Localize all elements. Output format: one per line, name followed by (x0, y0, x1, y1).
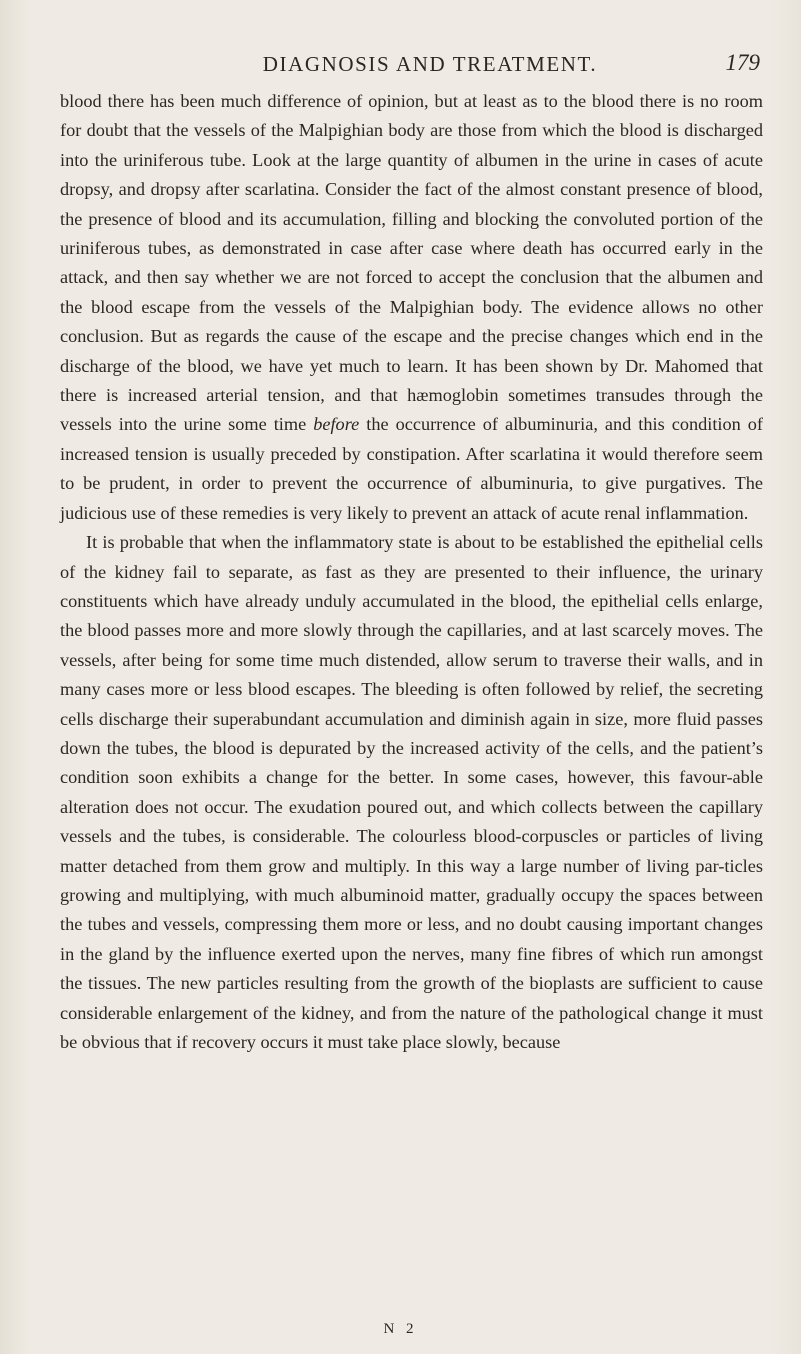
paragraph-1-text-before: blood there has been much difference of opinion, but at least as to the blood there is no room for doubt that the vessels of the Malpighian body are those from which the blood is discharged into the uriniferous tube. Look at the large quantity of albumen in the urine in cases of acute dropsy, and dropsy after scarlatina. Consider the fact of the almost constant presence of blood, the presence of blood and its accumulation, filling and blocking the convoluted portion of the uriniferous tubes, as demonstrated in case after case where death has occurred early in the attack, and then say whether we are not forced to accept the conclusion that the albumen and the blood escape from the vessels of the Malpighian body. The evidence allows no other conclusion. But as regards the cause of the escape and the precise changes which end in the discharge of the blood, we have yet much to learn. It has been shown by Dr. Mahomed that there is increased arterial tension, and that hæmoglobin sometimes transudes through the vessels into the urine some time (60, 91, 763, 435)
page-number: 179 (725, 50, 760, 75)
page-header (60, 48, 760, 80)
paragraph-1 (60, 87, 763, 528)
running-head: DIAGNOSIS AND TREATMENT. (262, 52, 598, 76)
paragraph-2: It is probable that when the inflammatory state is about to be established the epithelial cells of the kidney fail to separate, as fast as they are presented to their influence, the urinary constituents which have already unduly accumulated in the blood, the epithelial cells enlarge, the blood passes more and more slowly through the capillaries, and at last scarcely moves. The vessels, after being for some time much distended, allow serum to traverse their walls, and in many cases more or less blood escapes. The bleeding is often followed by relief, the secreting cells discharge their superabundant accumulation and diminish again in size, more fluid passes down the tubes, the blood is depurated by the increased activity of the cells, and the patient’s condition soon exhibits a change for the better. In some cases, however, this favour-able alteration does not occur. The exudation poured out, and which collects between the capillary vessels and the tubes, is considerable. The colourless blood-corpuscles or particles of living matter detached from them grow and multiply. In this way a large number of living par-ticles growing and multiplying, with much albuminoid matter, gradually occupy the spaces between the tubes and vessels, compressing them more or less, and no doubt causing important changes in the gland by the influence exerted upon the nerves, many fine fibres of which run amongst the tissues. The new particles resulting from the growth of the bioplasts are sufficient to cause considerable enlargement of the kidney, and from the nature of the pathological change it must be obvious that if recovery occurs it must take place slowly, because (60, 532, 763, 1052)
paragraph-1-text-after: the occurrence of albuminuria, and this condition of increased tension is usually preceded by constipation. After scarlatina it would therefore seem to be prudent, in order to prevent the occurrence of albuminuria, to give purgatives. The judicious use of these remedies is very likely to prevent an attack of acute renal inflammation. (60, 414, 763, 523)
body-text (60, 87, 763, 1057)
emphasis-before: before (313, 414, 360, 435)
signature-mark: N 2 (383, 1321, 418, 1337)
